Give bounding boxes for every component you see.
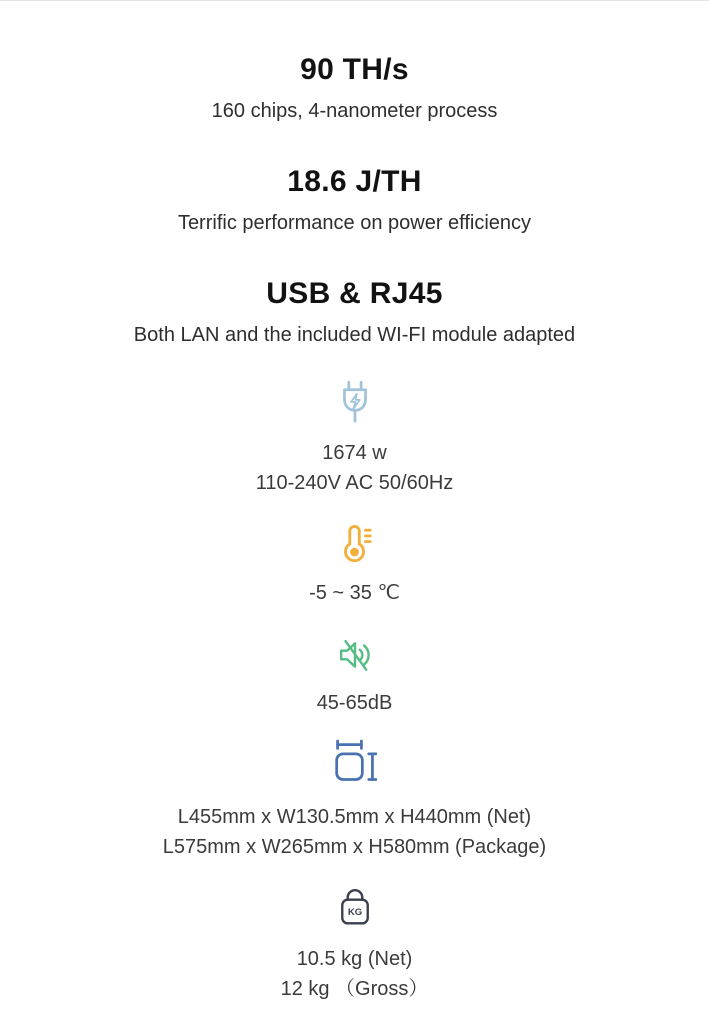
power-watts: 1674 w: [322, 442, 387, 464]
weight-kg-icon: [335, 884, 375, 930]
power-spec-values: [0, 438, 709, 498]
power-plug-icon: [334, 380, 376, 424]
efficiency-heading: 18.6 J/TH: [287, 165, 422, 198]
weight-net: 10.5 kg (Net): [296, 948, 413, 970]
noise-spec: [0, 636, 709, 718]
connectivity-section: [0, 277, 709, 347]
dimensions-spec-values: [0, 802, 709, 862]
dimensions-spec: [0, 738, 709, 862]
hashrate-heading: 90 TH/s: [300, 53, 409, 86]
kg-badge-label: KG: [347, 907, 362, 919]
power-spec: [0, 380, 709, 498]
efficiency-section: [0, 165, 709, 235]
hashrate-section: [0, 53, 709, 123]
weight-gross: 12 kg （Gross）: [280, 978, 429, 1000]
dimensions-package: L575mm x W265mm x H580mm (Package): [162, 836, 547, 858]
hashrate-subtitle: 160 chips, 4-nanometer process: [211, 100, 498, 122]
weight-spec-values: [0, 944, 709, 1004]
temperature-range: -5 ~ 35 ℃: [309, 582, 400, 604]
noise-spec-values: [0, 688, 709, 718]
thermometer-icon: [336, 524, 374, 564]
dimensions-net: L455mm x W130.5mm x H440mm (Net): [177, 806, 532, 828]
weight-spec: [0, 884, 709, 1004]
power-voltage: 110-240V AC 50/60Hz: [255, 472, 454, 494]
efficiency-subtitle: Terrific performance on power efficiency: [177, 212, 532, 234]
connectivity-subtitle: Both LAN and the included WI-FI module adapted: [133, 324, 576, 346]
dimensions-icon: [333, 738, 377, 788]
muted-speaker-icon: [336, 636, 374, 674]
connectivity-heading: USB & RJ45: [266, 277, 443, 310]
temperature-spec: [0, 524, 709, 608]
temperature-spec-values: [0, 578, 709, 608]
noise-level: 45-65dB: [316, 692, 393, 714]
